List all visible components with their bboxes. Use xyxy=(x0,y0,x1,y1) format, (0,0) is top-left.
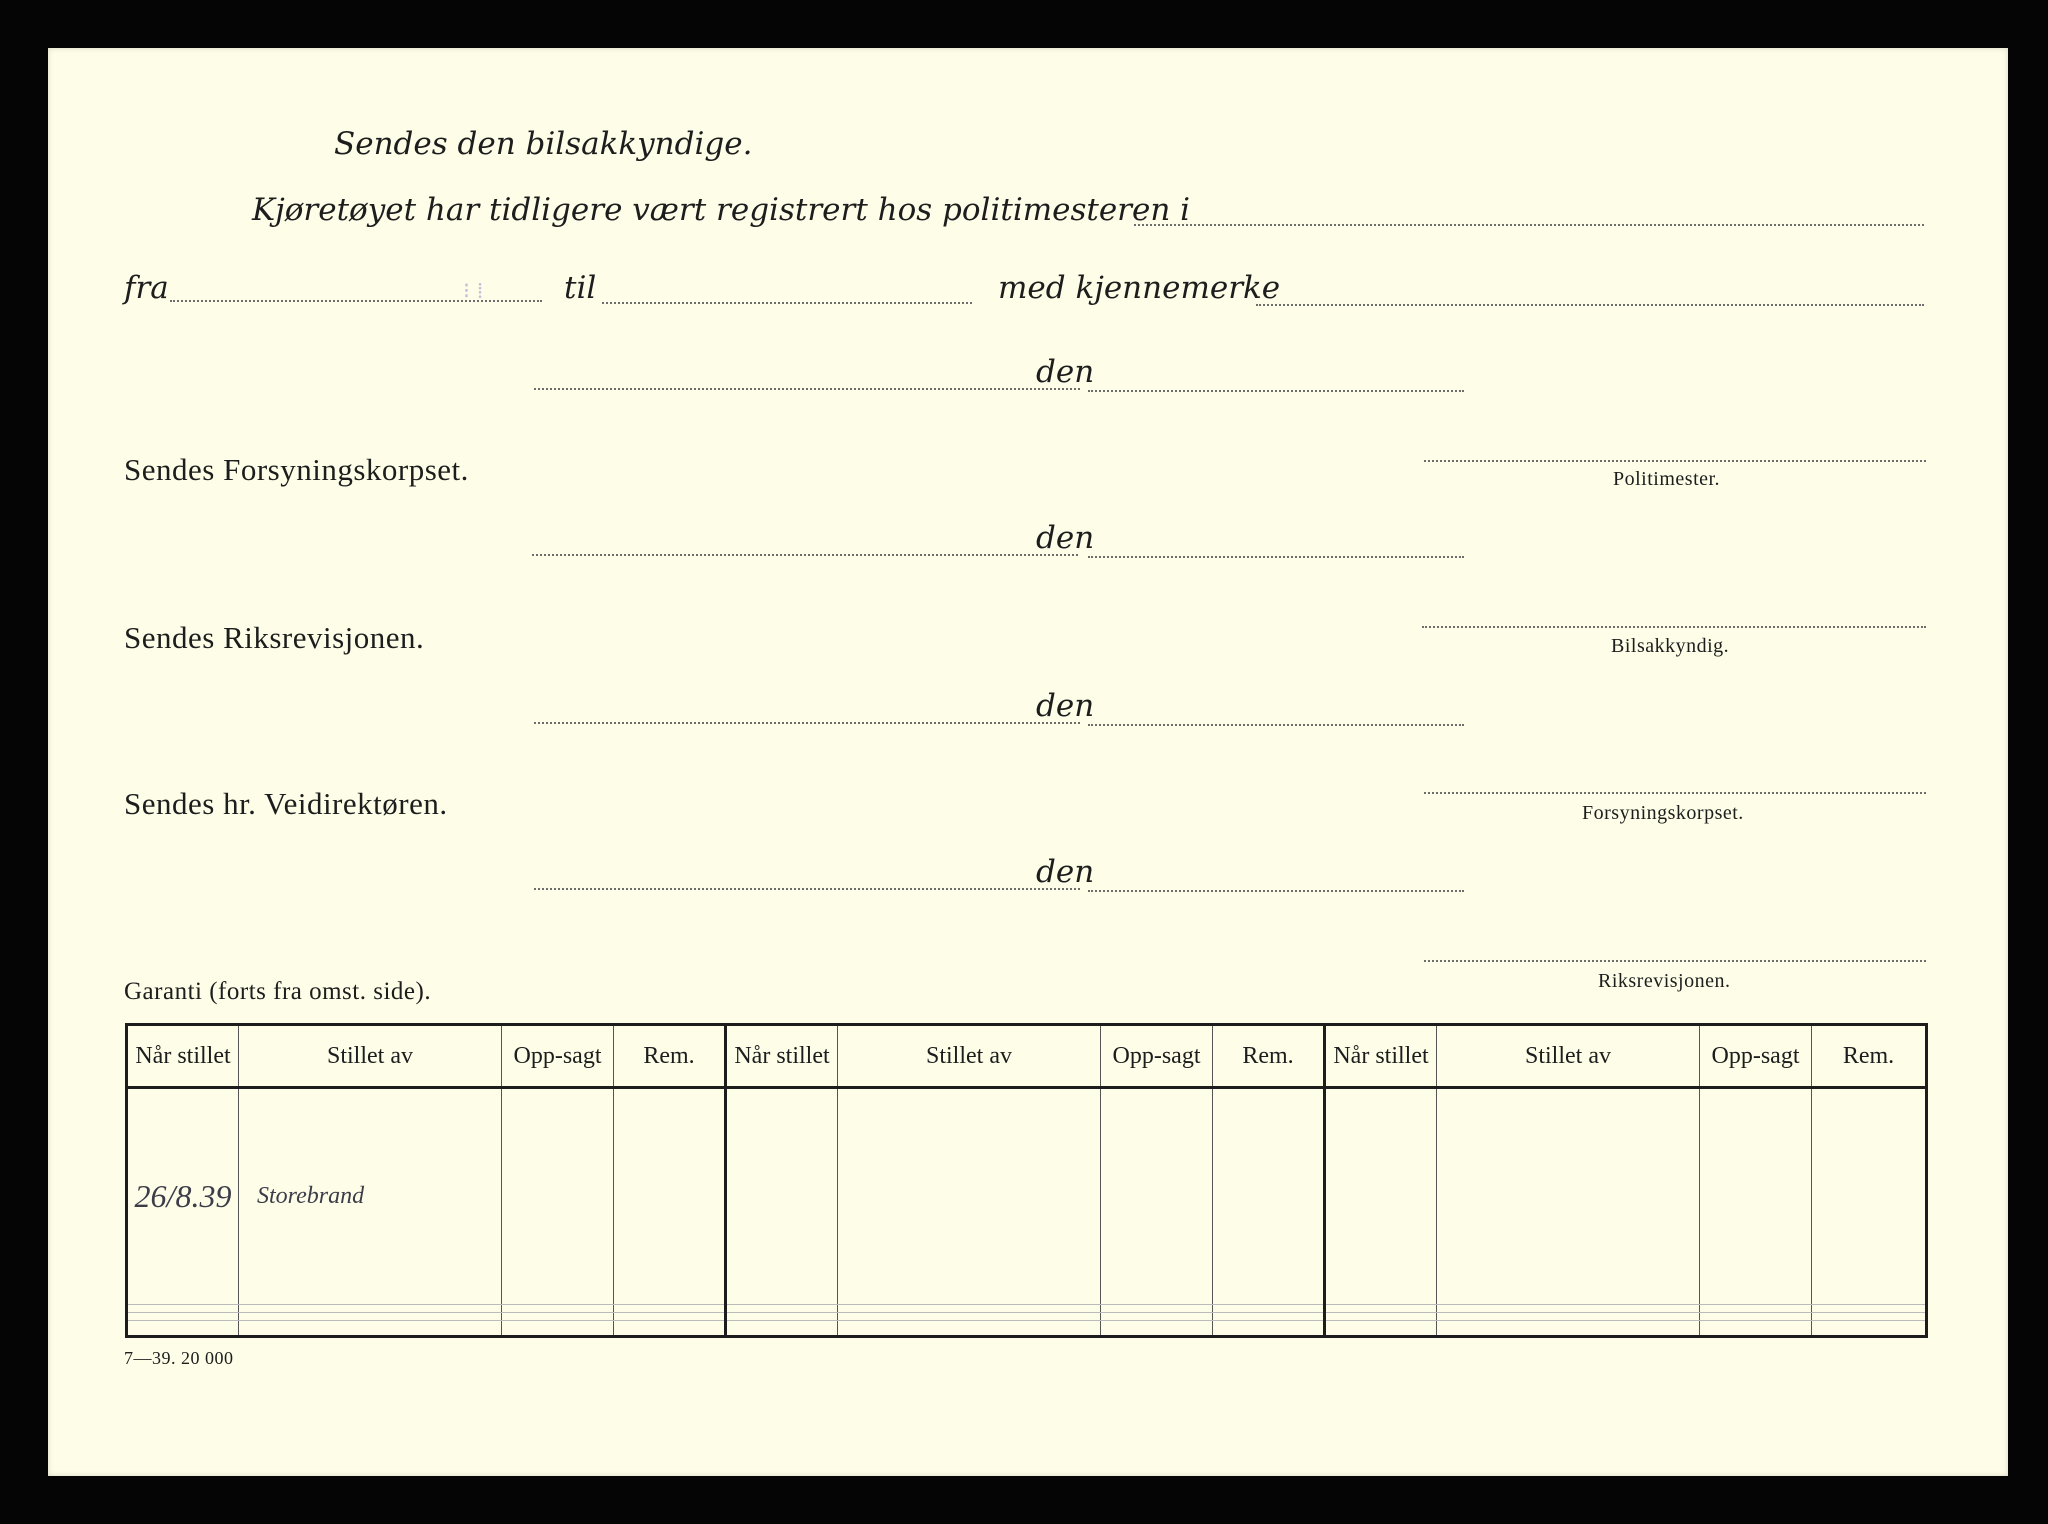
table-cell[interactable] xyxy=(502,1312,614,1320)
signature-caption-bilsakkyndig: Bilsakkyndig. xyxy=(1611,635,1730,657)
place-field-3[interactable] xyxy=(534,722,1080,724)
politimester-place-field[interactable] xyxy=(1134,224,1924,226)
date-field-4[interactable] xyxy=(1088,890,1464,892)
table-cell[interactable] xyxy=(726,1088,838,1305)
table-cell[interactable] xyxy=(726,1304,838,1312)
table-cell[interactable] xyxy=(614,1088,726,1305)
table-cell[interactable] xyxy=(1437,1312,1700,1320)
table-cell[interactable] xyxy=(1325,1088,1437,1305)
garanti-title: Garanti (forts fra omst. side). xyxy=(124,978,432,1005)
kjennemerke-label: med kjennemerke xyxy=(998,270,1281,306)
signature-line-bilsakkyndig[interactable] xyxy=(1422,626,1926,628)
table-cell[interactable] xyxy=(1437,1320,1700,1336)
table-row xyxy=(127,1304,1927,1312)
place-field-2[interactable] xyxy=(532,554,1078,556)
table-cell[interactable] xyxy=(127,1304,239,1312)
table-cell[interactable] xyxy=(127,1312,239,1320)
place-field-4[interactable] xyxy=(534,888,1080,890)
signature-line-forsyningskorpset[interactable] xyxy=(1424,792,1926,794)
faint-stamp-mark: ⁝ ⁞ xyxy=(463,279,484,304)
table-cell[interactable] xyxy=(1101,1304,1213,1312)
print-code: 7—39. 20 000 xyxy=(124,1348,234,1368)
til-field[interactable] xyxy=(602,302,972,304)
header-rem: Rem. xyxy=(1213,1025,1325,1088)
fra-label: fra xyxy=(124,270,169,306)
table-cell[interactable] xyxy=(1812,1320,1927,1336)
table-cell[interactable] xyxy=(1101,1320,1213,1336)
date-field-1[interactable] xyxy=(1088,390,1464,392)
table-cell[interactable] xyxy=(1700,1312,1812,1320)
table-cell[interactable] xyxy=(239,1320,502,1336)
signature-line-politimester[interactable] xyxy=(1424,460,1926,462)
header-stillet-av: Stillet av xyxy=(239,1025,502,1088)
table-row xyxy=(127,1312,1927,1320)
table-cell[interactable] xyxy=(838,1312,1101,1320)
table-cell[interactable] xyxy=(1700,1320,1812,1336)
den-label-3: den xyxy=(1036,688,1095,724)
table-cell[interactable] xyxy=(1325,1312,1437,1320)
date-field-3[interactable] xyxy=(1088,724,1464,726)
table-row xyxy=(127,1088,1927,1305)
kjennemerke-field[interactable] xyxy=(1256,304,1924,306)
signature-caption-riksrevisjonen: Riksrevisjonen. xyxy=(1598,970,1731,992)
table-cell[interactable] xyxy=(1213,1304,1325,1312)
header-rem: Rem. xyxy=(614,1025,726,1088)
table-cell[interactable] xyxy=(1325,1320,1437,1336)
table-cell[interactable] xyxy=(1812,1088,1927,1305)
table-cell[interactable] xyxy=(502,1304,614,1312)
den-label-4: den xyxy=(1036,854,1095,890)
date-field-2[interactable] xyxy=(1088,556,1464,558)
table-cell[interactable] xyxy=(239,1312,502,1320)
header-oppsagt: Opp-sagt xyxy=(502,1025,614,1088)
table-cell[interactable] xyxy=(1700,1304,1812,1312)
sendes-veidirektoren-label: Sendes hr. Veidirektøren. xyxy=(124,786,448,821)
table-cell[interactable] xyxy=(1812,1312,1927,1320)
garanti-header-row xyxy=(127,1025,1927,1088)
signature-caption-politimester: Politimester. xyxy=(1613,468,1721,490)
registered-before-label: Kjøretøyet har tidligere vært registrert hos politimesteren i xyxy=(252,192,1191,228)
den-label-2: den xyxy=(1036,520,1095,556)
header-naar-stillet: Når stillet xyxy=(726,1025,838,1088)
table-cell[interactable] xyxy=(1101,1312,1213,1320)
table-cell[interactable] xyxy=(1437,1088,1700,1305)
header-stillet-av: Stillet av xyxy=(838,1025,1101,1088)
header-stillet-av: Stillet av xyxy=(1437,1025,1700,1088)
header-oppsagt: Opp-sagt xyxy=(1101,1025,1213,1088)
table-cell[interactable] xyxy=(838,1320,1101,1336)
table-cell[interactable] xyxy=(1213,1312,1325,1320)
table-cell[interactable] xyxy=(1213,1088,1325,1305)
table-cell[interactable] xyxy=(1812,1304,1927,1312)
sendes-riksrevisjonen-label: Sendes Riksrevisjonen. xyxy=(124,620,425,655)
table-cell[interactable] xyxy=(1437,1304,1700,1312)
table-cell[interactable] xyxy=(1213,1320,1325,1336)
til-label: til xyxy=(564,270,597,306)
table-cell[interactable] xyxy=(502,1088,614,1305)
header-oppsagt: Opp-sagt xyxy=(1700,1025,1812,1088)
den-label-1: den xyxy=(1036,354,1095,390)
table-row xyxy=(127,1320,1927,1336)
signature-caption-forsyningskorpset: Forsyningskorpset. xyxy=(1582,802,1744,824)
table-cell[interactable] xyxy=(838,1304,1101,1312)
table-cell[interactable] xyxy=(614,1312,726,1320)
table-cell[interactable] xyxy=(838,1088,1101,1305)
table-cell[interactable] xyxy=(127,1320,239,1336)
table-cell[interactable] xyxy=(614,1320,726,1336)
table-cell[interactable] xyxy=(239,1304,502,1312)
heading-sendes-bilsakkyndige: Sendes den bilsakkyndige. xyxy=(334,126,753,162)
form-card xyxy=(48,48,2008,1476)
entry-stillet-av[interactable]: Storebrand xyxy=(239,1088,502,1305)
table-cell[interactable] xyxy=(1325,1304,1437,1312)
sendes-forsyningskorpset-label: Sendes Forsyningskorpset. xyxy=(124,452,469,487)
table-cell[interactable] xyxy=(1101,1088,1213,1305)
header-naar-stillet: Når stillet xyxy=(1325,1025,1437,1088)
table-cell[interactable] xyxy=(614,1304,726,1312)
garanti-table xyxy=(125,1023,1928,1338)
table-cell[interactable] xyxy=(502,1320,614,1336)
table-cell[interactable] xyxy=(1700,1088,1812,1305)
table-cell[interactable] xyxy=(726,1312,838,1320)
table-cell[interactable] xyxy=(726,1320,838,1336)
header-naar-stillet: Når stillet xyxy=(127,1025,239,1088)
entry-date[interactable]: 26/8.39 xyxy=(127,1088,239,1305)
place-field-1[interactable] xyxy=(534,388,1080,390)
header-rem: Rem. xyxy=(1812,1025,1927,1088)
signature-line-riksrevisjonen[interactable] xyxy=(1424,960,1926,962)
